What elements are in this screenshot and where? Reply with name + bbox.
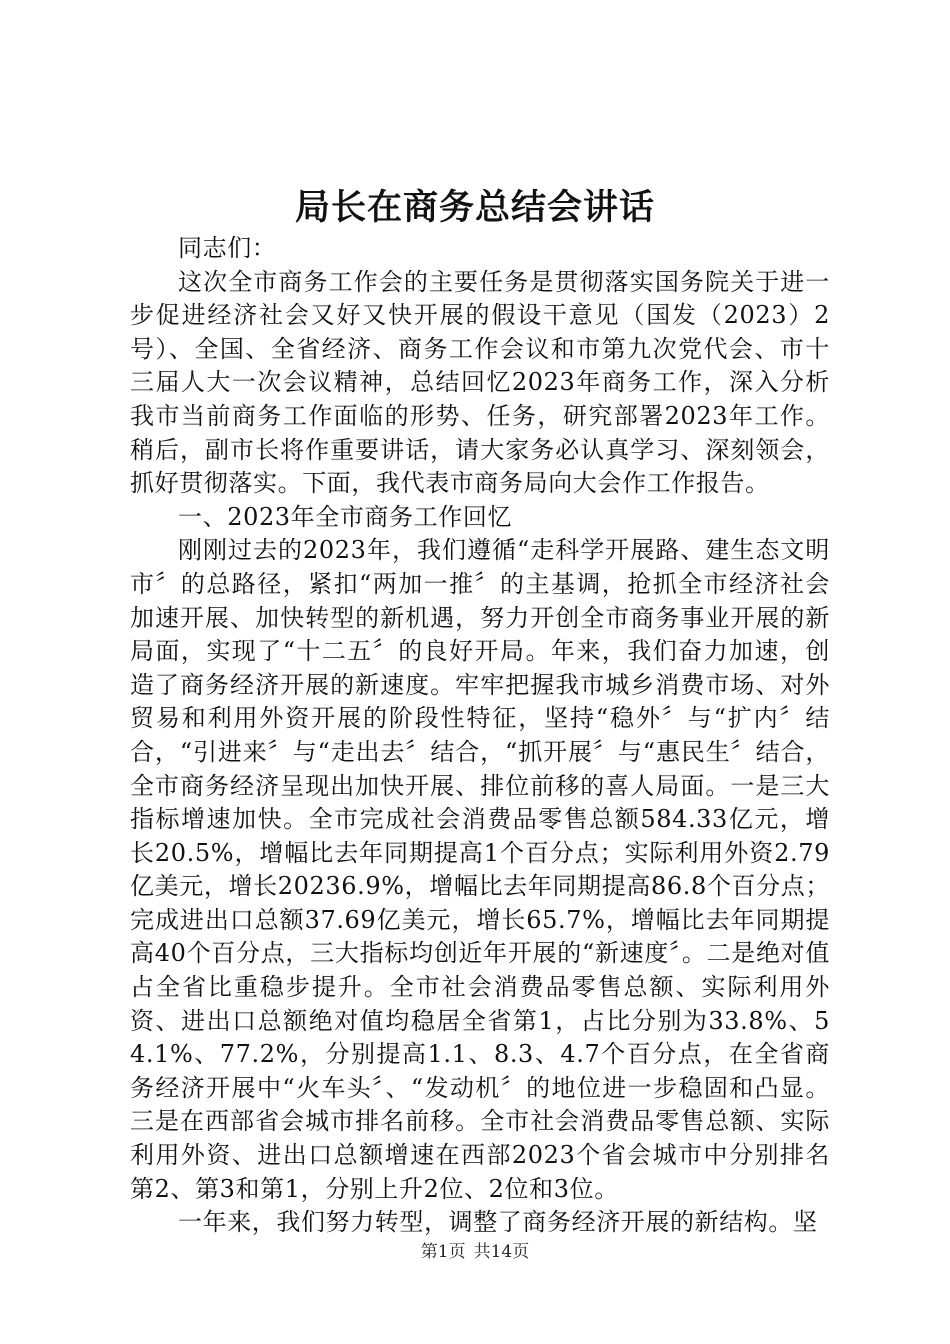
section-heading: 一、2023年全市商务工作回忆	[178, 502, 513, 531]
page-number: 第1页	[420, 1242, 466, 1262]
page-footer	[0, 1240, 950, 1264]
paragraph-review: 刚刚过去的2023年，我们遵循“走科学开展路、建生态文明市〞的总路径，紧扣“两加一推〞的主基调，抢抓全市经济社会加速开展、加快转型的新机遇，努力开创全市商务事业开展的新局面，实现了“十二五〞的良好开局。年来，我们奋力加速，创造了商务经济开展的新速度。牢牢把握我市城乡消费市场、对外贸易和利用外资开展的阶段性特征，坚持“稳外〞与“扩内〞结合，“引进来〞与“走出去〞结合，“抓开展〞与“惠民生〞结合，全市商务经济呈现出加快开展、排位前移的喜人局面。一是三大指标增速加快。全市完成社会消费品零售总额584.33亿元，增长20.5%，增幅比去年同期提高1个百分点；实际利用外资2.79亿美元，增长20236.9%，增幅比去年同期提高86.8个百分点；完成进出口总额37.69亿美元，增长65.7%，增幅比去年同期提高40个百分点，三大指标均创近年开展的“新速度〞。二是绝对值占全省比重稳步提升。全市社会消费品零售总额、实际利用外资、进出口总额绝对值均稳居全省第1，占比分别为33.8%、54.1%、77.2%，分别提高1.1、8.3、4.7个百分点，在全省商务经济开展中“火车头〞、“发动机〞的地位进一步稳固和凸显。三是在西部省会城市排名前移。全市社会消费品零售总额、实际利用外资、进出口总额增速在西部2023个省会城市中分别排名第2、第3和第1，分别上升2位、2位和3位。	[130, 536, 830, 1203]
paragraph-structure: 一年来，我们努力转型，调整了商务经济开展的新结构。坚	[178, 1208, 818, 1237]
document-title: 局长在商务总结会讲话	[294, 187, 655, 228]
paragraph-intro: 这次全市商务工作会的主要任务是贯彻落实国务院关于进一步促进经济社会又好又快开展的假设干意见（国发（2023）2号）、全国、全省经济、商务工作会议和市第九次党代会、市十三届人大一次会议精神，总结回忆2023年商务工作，深入分析我市当前商务工作面临的形势、任务，研究部署2023年工作。稍后，副市长将作重要讲话，请大家务必认真学习、深刻领会，抓好贯彻落实。下面，我代表市商务局向大会作工作报告。	[130, 267, 830, 498]
salutation: 同志们：	[178, 234, 277, 262]
document-body	[130, 232, 830, 1240]
page-total: 共14页	[473, 1242, 530, 1262]
